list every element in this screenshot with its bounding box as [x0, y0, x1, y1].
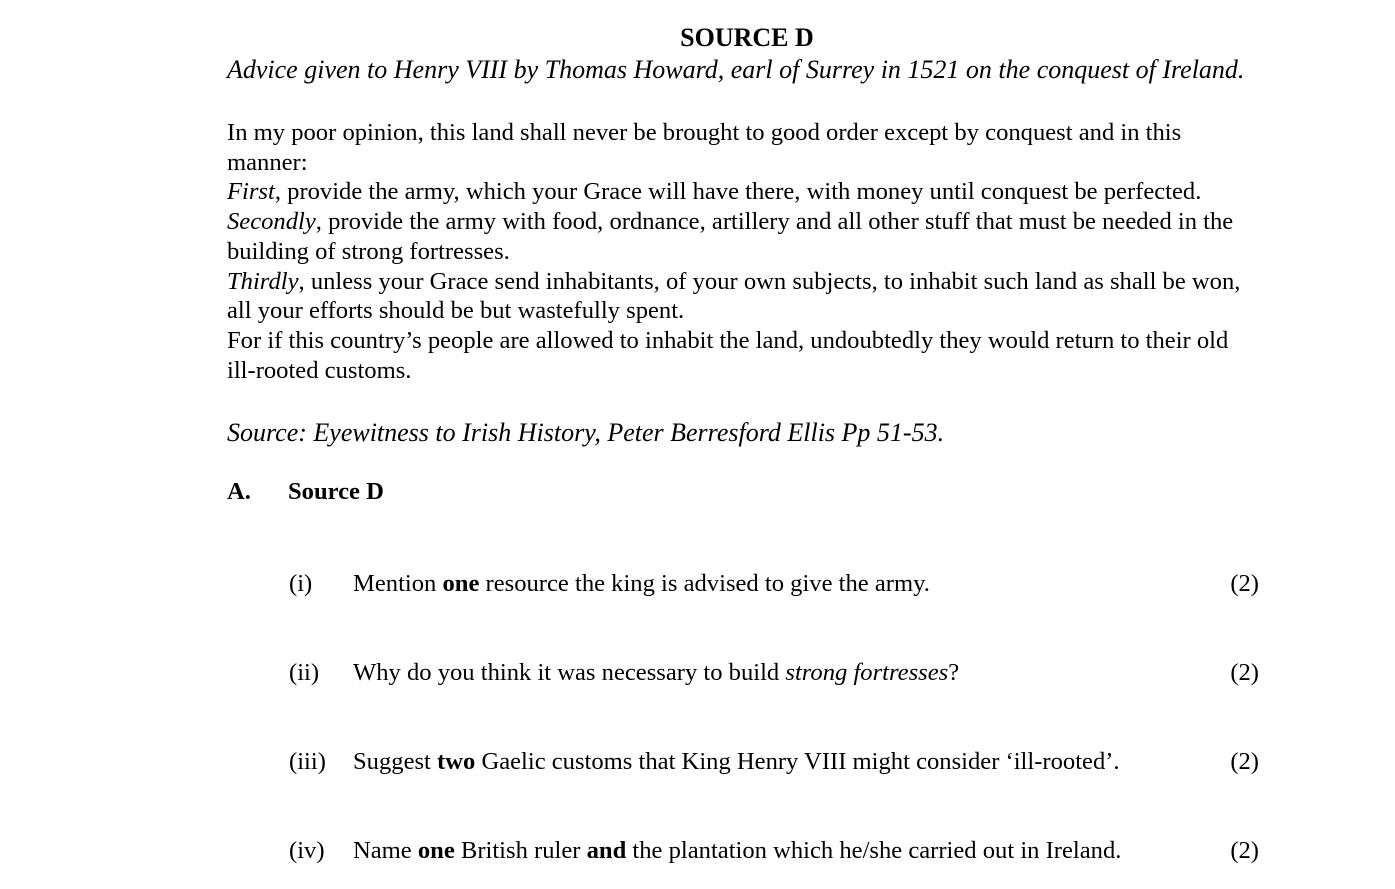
section-title: Source D	[288, 478, 384, 506]
body-second-text: , provide the army with food, ordnance, artillery and all other stuff that must be needed in the building of strong fortresses.	[227, 208, 1234, 265]
question-number: (iii)	[289, 748, 326, 775]
body-last: For if this country’s people are allowed to inhabit the land, undoubtedly they would return to their old ill-rooted customs.	[227, 326, 1229, 384]
body-third-label: Thirdly	[227, 267, 299, 295]
body-third-text: , unless your Grace send inhabitants, of your own subjects, to inhabit such land as shall be won, all your efforts should be but wastefully spent.	[227, 267, 1241, 325]
question-ii	[289, 658, 1259, 688]
question-emphasis: and	[586, 837, 627, 864]
question-marks: (2)	[1230, 659, 1259, 686]
body-intro: In my poor opinion, this land shall never be brought to good order except by conquest and in this manner:	[227, 119, 1182, 176]
question-emphasis: strong fortresses	[785, 659, 949, 686]
question-marks: (2)	[1230, 837, 1259, 864]
question-text-part: the plantation which he/she carried out in Ireland.	[626, 837, 1122, 864]
question-number: (i)	[289, 570, 313, 597]
body-first-label: First	[227, 178, 275, 206]
question-text-part: Why do you think it was necessary to build	[353, 659, 786, 686]
question-emphasis: one	[442, 570, 480, 597]
question-text-part: Suggest	[353, 748, 438, 775]
question-text-part: Gaelic customs that King Henry VIII might consider ‘ill-rooted’.	[475, 748, 1120, 775]
body-third	[227, 267, 1257, 326]
source-subtitle: Advice given to Henry VIII by Thomas Howard, earl of Surrey in 1521 on the conquest of Ireland.	[227, 55, 1245, 84]
source-citation: Source: Eyewitness to Irish History, Peter Berresford Ellis Pp 51-53.	[227, 418, 945, 448]
question-emphasis: one	[417, 837, 455, 864]
source-title: SOURCE D	[680, 23, 814, 52]
body-second-label: Secondly	[227, 208, 316, 236]
question-text-part: Mention	[353, 570, 443, 597]
question-marks: (2)	[1230, 748, 1259, 775]
question-text-part: ?	[948, 659, 960, 686]
question-text-part: Name	[353, 837, 418, 864]
body-second	[227, 207, 1257, 266]
question-number: (ii)	[289, 659, 320, 686]
question-iv	[289, 836, 1259, 866]
question-text-part: resource the king is advised to give the army.	[479, 570, 930, 597]
question-text-part: British ruler	[454, 837, 587, 864]
body-first	[227, 177, 1257, 207]
question-text	[353, 836, 1219, 866]
question-text	[353, 569, 1219, 599]
question-iii	[289, 747, 1259, 777]
body-first-text: , provide the army, which your Grace will have there, with money until conquest be perfected.	[274, 178, 1202, 206]
question-emphasis: two	[437, 748, 476, 775]
question-text	[353, 747, 1219, 777]
section-heading	[227, 477, 1257, 507]
question-i	[289, 569, 1259, 599]
section-letter: A.	[227, 478, 251, 506]
document-page	[227, 22, 1257, 507]
question-marks: (2)	[1230, 570, 1259, 597]
question-text	[353, 658, 1219, 688]
source-body	[227, 118, 1257, 385]
question-number: (iv)	[289, 837, 325, 864]
